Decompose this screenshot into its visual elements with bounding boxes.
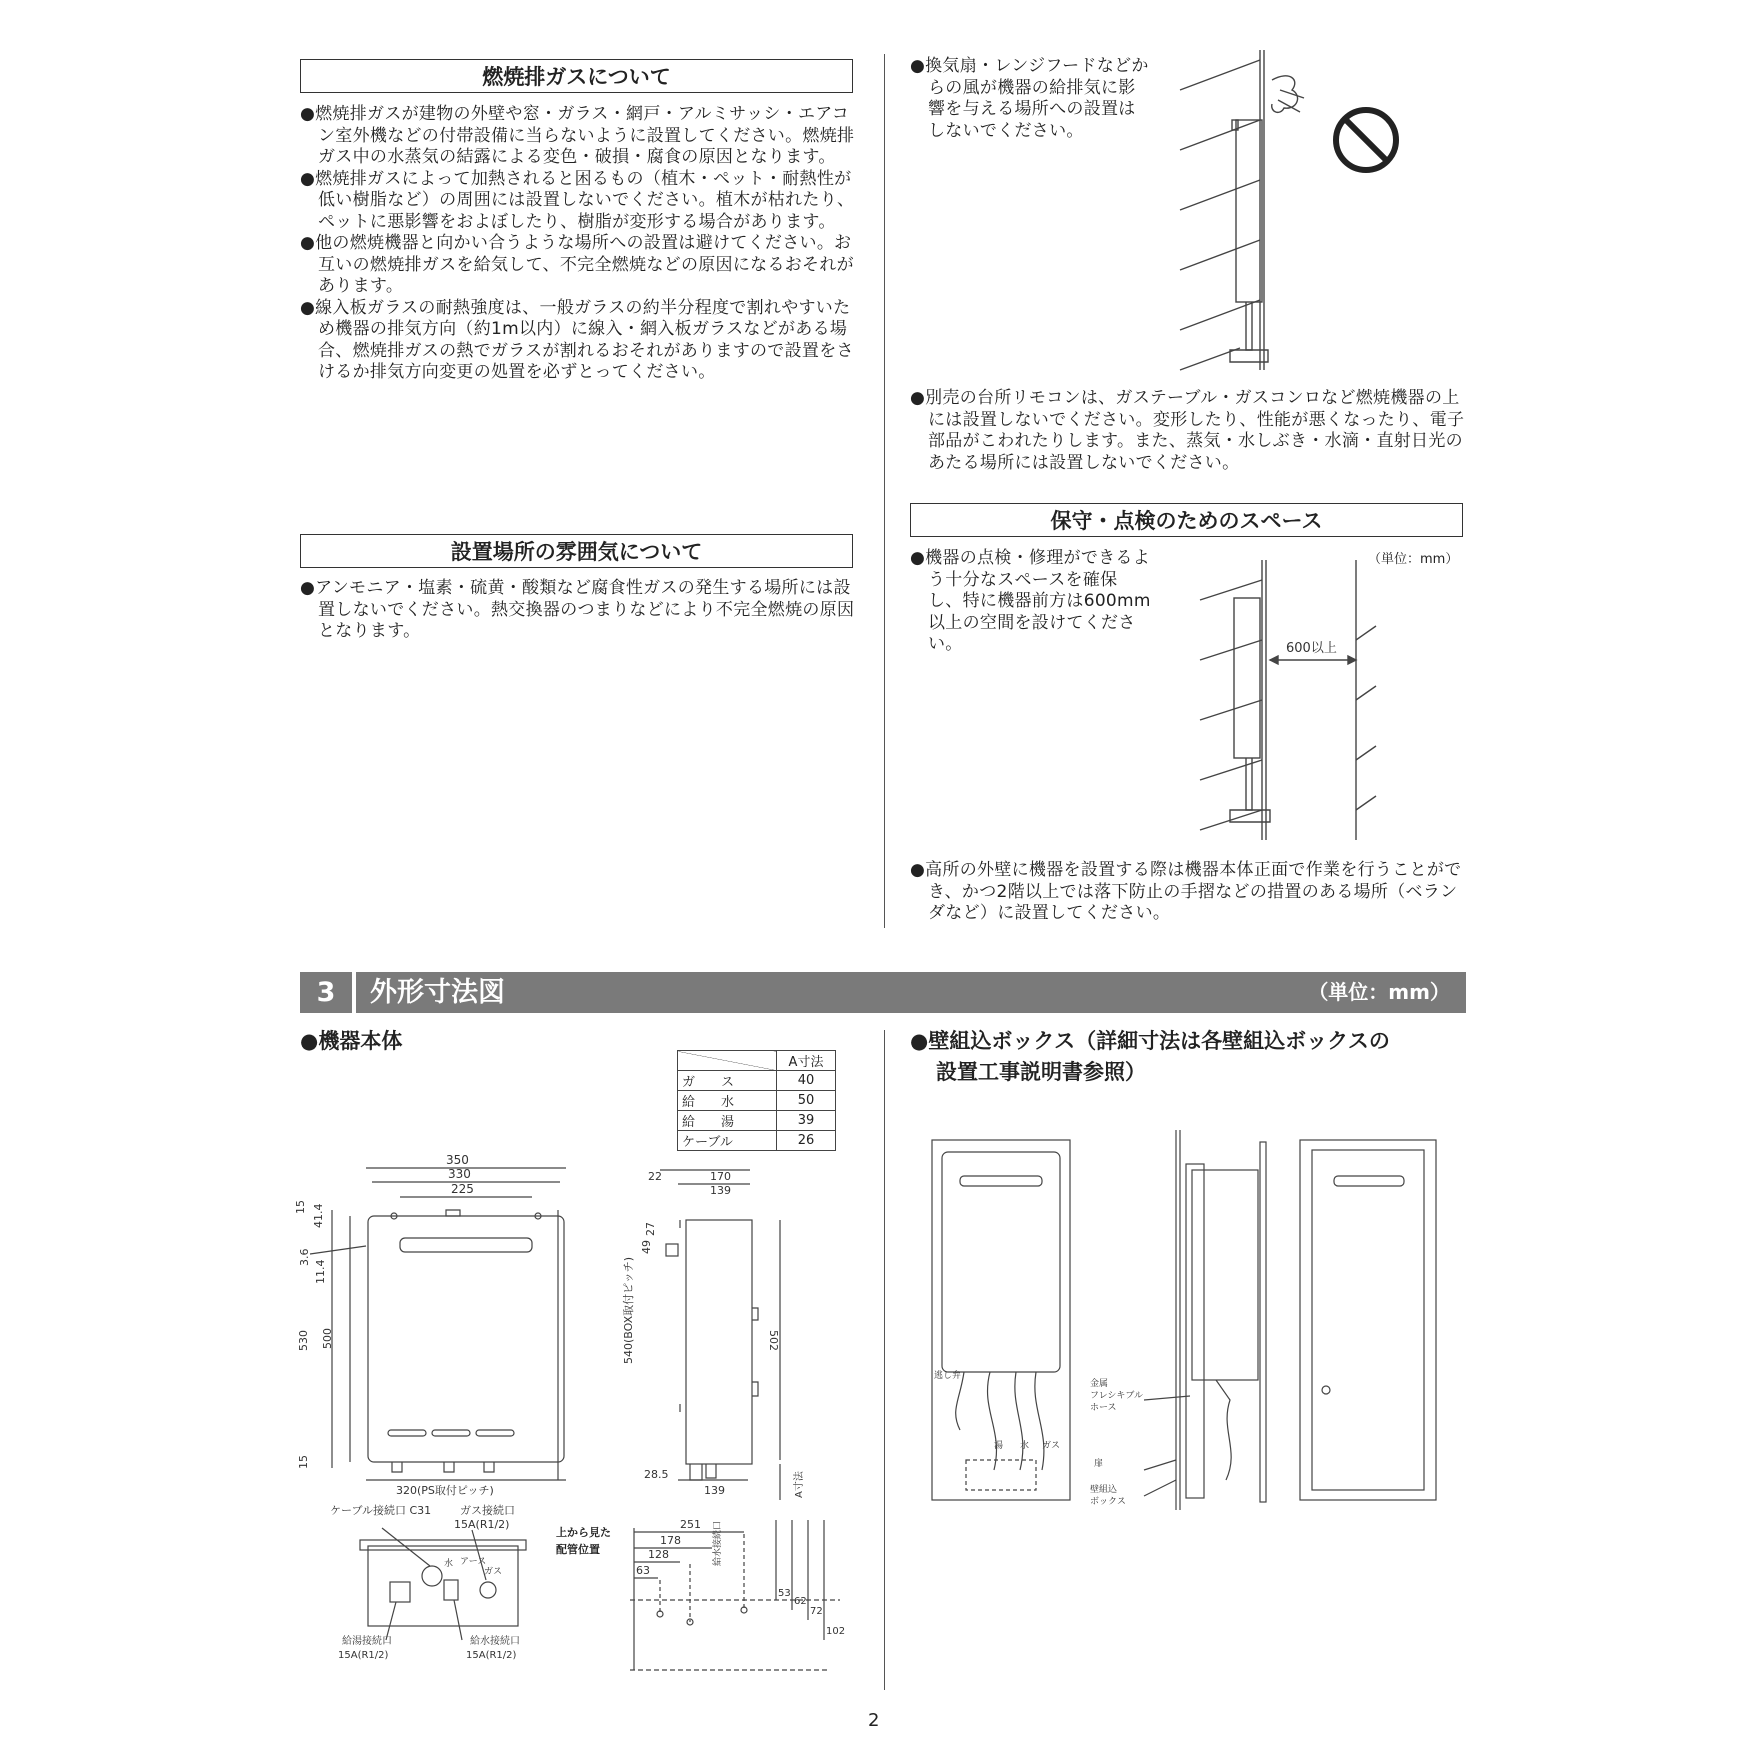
dim-502: 502 <box>767 1330 780 1351</box>
column-divider-bottom <box>884 1030 885 1690</box>
list-item: ●他の燃焼機器と向かい合うような場所への設置は避けてください。お互いの燃焼排ガスを給気して、不完全燃焼などの原因になるおそれがあります。 <box>300 233 854 296</box>
prohibited-icon <box>1336 110 1396 170</box>
cable-port-label: ケーブル接続口 C31 <box>330 1504 432 1517</box>
dim-a: A寸法 <box>794 1471 805 1498</box>
table-cell-value: 50 <box>777 1091 836 1111</box>
dim-27: 27 <box>644 1222 657 1236</box>
gas-label: ガス <box>1042 1441 1061 1451</box>
dim-350: 350 <box>446 1153 469 1167</box>
supply-port-size: 15A(R1/2) <box>466 1650 517 1661</box>
table-row <box>678 1131 836 1151</box>
list-item: ●換気扇・レンジフードなどからの風が機器の給排気に影響を与える場所への設置はしないでください。 <box>910 56 1149 141</box>
dim-530: 530 <box>297 1330 310 1351</box>
flex-hose-label-1: 金属 <box>1090 1379 1109 1389</box>
space-dimension: 600以上 <box>1286 641 1337 656</box>
list-item: ●別売の台所リモコンは、ガステーブル・ガスコンロなど燃焼機器の上には設置しないでください。変形したり、性能が悪くなったり、電子部品がこわれたりします。また、蒸気・水しぶき・水滴・直射日光のあたる場所には設置しないでください。 <box>910 388 1465 473</box>
dim-225: 225 <box>451 1182 474 1196</box>
table-cell-value: 26 <box>777 1131 836 1151</box>
dim-49: 49 <box>640 1240 653 1254</box>
dim-15-top: 15 <box>294 1200 307 1214</box>
front-view-drawing <box>294 1150 635 1497</box>
heading-exhaust-gas: 燃焼排ガスについて <box>300 59 853 93</box>
water-label: 水 <box>444 1559 454 1569</box>
caption-line1: 上から見た <box>556 1526 611 1539</box>
heading-atmosphere: 設置場所の雰囲気について <box>300 534 853 568</box>
supply-port-label: 給水接続口 <box>470 1636 520 1647</box>
table-cell-value: 40 <box>777 1071 836 1091</box>
dim-102: 102 <box>826 1626 846 1637</box>
list-item: ●燃焼排ガスによって加熱されると困るもの（植木・ペット・耐熱性が低い樹脂など）の周囲には設置しないでください。植木が枯れたり、ペットに悪影響をおよぼしたり、樹脂が変形する場合があります。 <box>300 168 855 232</box>
dim-ps-pitch: 320(PS取付ピッチ) <box>396 1484 494 1497</box>
table-cell-label: ケーブル <box>678 1131 777 1151</box>
gas-port-label: ガス接続口 <box>460 1504 515 1517</box>
section-number: 3 <box>300 972 356 1013</box>
dim-box-pitch: 540(BOX取付ピッチ) <box>622 1257 635 1364</box>
dim-128: 128 <box>648 1548 669 1561</box>
atmosphere-notes <box>300 578 856 643</box>
dim-139-bottom: 139 <box>704 1484 725 1497</box>
gas-label: ガス <box>484 1567 503 1577</box>
dim-72: 72 <box>810 1606 823 1617</box>
dim-251: 251 <box>680 1518 701 1531</box>
box-label-2: ボックス <box>1090 1497 1126 1507</box>
dim-500: 500 <box>321 1328 334 1349</box>
subheading-line1: ●壁組込ボックス（詳細寸法は各壁組込ボックスの <box>910 1029 1390 1053</box>
dim-63: 63 <box>636 1564 650 1577</box>
dim-62: 62 <box>794 1596 807 1607</box>
dim-178: 178 <box>660 1534 681 1547</box>
dim-11-4: 11.4 <box>314 1259 327 1284</box>
dim-139-top: 139 <box>710 1184 731 1197</box>
fan-wind-illustration <box>1180 50 1520 380</box>
connections-view-drawing <box>320 1500 560 1660</box>
list-item: ●燃焼排ガスが建物の外壁や窓・ガラス・網戸・アルミサッシ・エアコン室外機などの付帯設備に当らないように設置してください。燃焼排ガス中の水蒸気の結露による変色・破損・腐食の原因となります。 <box>300 104 855 167</box>
table-cell-label: 給 水 <box>678 1091 777 1111</box>
subheading-line2: 設置工事説明書参照） <box>936 1060 1146 1084</box>
page-number: 2 <box>868 1710 880 1731</box>
drain-valve-label: 逃し弁 <box>934 1371 962 1381</box>
dim-3-6: 3.6 <box>298 1248 311 1266</box>
top-view-caption <box>556 1524 611 1558</box>
table-cell-value: 39 <box>777 1111 836 1131</box>
table-row <box>678 1111 836 1131</box>
list-item: ●高所の外壁に機器を設置する際は機器本体正面で作業を行うことができ、かつ2階以上では落下防止の手摺などの措置のある場所（ベランダなど）に設置してください。 <box>910 860 1462 923</box>
col-supply: 給水接続口 <box>713 1520 723 1566</box>
table-row <box>678 1051 836 1071</box>
flex-hose-label-2: フレシキブル <box>1090 1391 1144 1401</box>
table-cell-label: ガ ス <box>678 1071 777 1091</box>
dim-28-5: 28.5 <box>644 1468 669 1481</box>
dim-170: 170 <box>710 1170 731 1183</box>
gas-port-size: 15A(R1/2) <box>454 1518 510 1531</box>
hot-label: 湯 <box>994 1441 1004 1451</box>
top-view-drawing <box>620 1500 860 1680</box>
water-label: 水 <box>1020 1441 1030 1451</box>
section-unit: （単位：mm） <box>1308 980 1450 1004</box>
hot-port-size: 15A(R1/2) <box>338 1650 389 1661</box>
box-label-1: 壁組込 <box>1090 1485 1118 1495</box>
section-header-bar <box>300 972 1466 1013</box>
table-cell-label: 給 湯 <box>678 1111 777 1131</box>
dim-15-bottom: 15 <box>297 1455 310 1469</box>
column-divider-top <box>884 54 885 928</box>
table-row <box>678 1091 836 1111</box>
flex-hose-label-3: ホース <box>1090 1403 1117 1413</box>
fan-note <box>910 56 1152 142</box>
dim-53: 53 <box>778 1588 791 1599</box>
subheading-wall-box <box>910 1026 1390 1088</box>
section-title: 外形寸法図 <box>370 977 505 1008</box>
subheading-unit-body: ●機器本体 <box>300 1029 403 1053</box>
list-item: ●アンモニア・塩素・硫黄・酸類など腐食性ガスの発生する場所には設置しないでください。熱交換器のつまりなどにより不完全燃焼の原因となります。 <box>300 578 855 641</box>
hot-port-label: 給湯接続口 <box>342 1636 392 1647</box>
wall-box-drawing <box>930 1130 1450 1520</box>
dim-41-4: 41.4 <box>312 1203 325 1228</box>
dim-330: 330 <box>448 1167 471 1181</box>
caption-line2: 配管位置 <box>556 1543 600 1556</box>
maintenance-space-illustration <box>1200 560 1450 840</box>
dim-22: 22 <box>648 1170 662 1183</box>
remote-note <box>910 388 1466 474</box>
exhaust-gas-notes <box>300 104 856 384</box>
height-note <box>910 860 1466 925</box>
heading-maintenance-space: 保守・点検のためのスペース <box>910 503 1463 537</box>
door-label: 扉 <box>1094 1459 1104 1469</box>
space-note <box>910 548 1152 656</box>
list-item: ●機器の点検・修理ができるよう十分なスペースを確保し、特に機器前方は600mm以上の空間を設けてください。 <box>910 548 1151 654</box>
unit-label: （単位：mm） <box>1368 552 1459 567</box>
table-row <box>678 1071 836 1091</box>
side-view-drawing <box>630 1160 810 1500</box>
list-item: ●線入板ガラスの耐熱強度は、一般ガラスの約半分程度で割れやすいため機器の排気方向（約1m以内）に線入・網入板ガラスなどがある場合、燃焼排ガスの熱でガラスが割れるおそれがありますので設置をさけるか排気方向変更の処置を必ずとってください。 <box>300 297 854 382</box>
earth-label: アース <box>460 1557 487 1567</box>
table-corner <box>678 1051 777 1071</box>
table-header: A寸法 <box>777 1051 836 1071</box>
a-dimension-table <box>677 1050 836 1151</box>
